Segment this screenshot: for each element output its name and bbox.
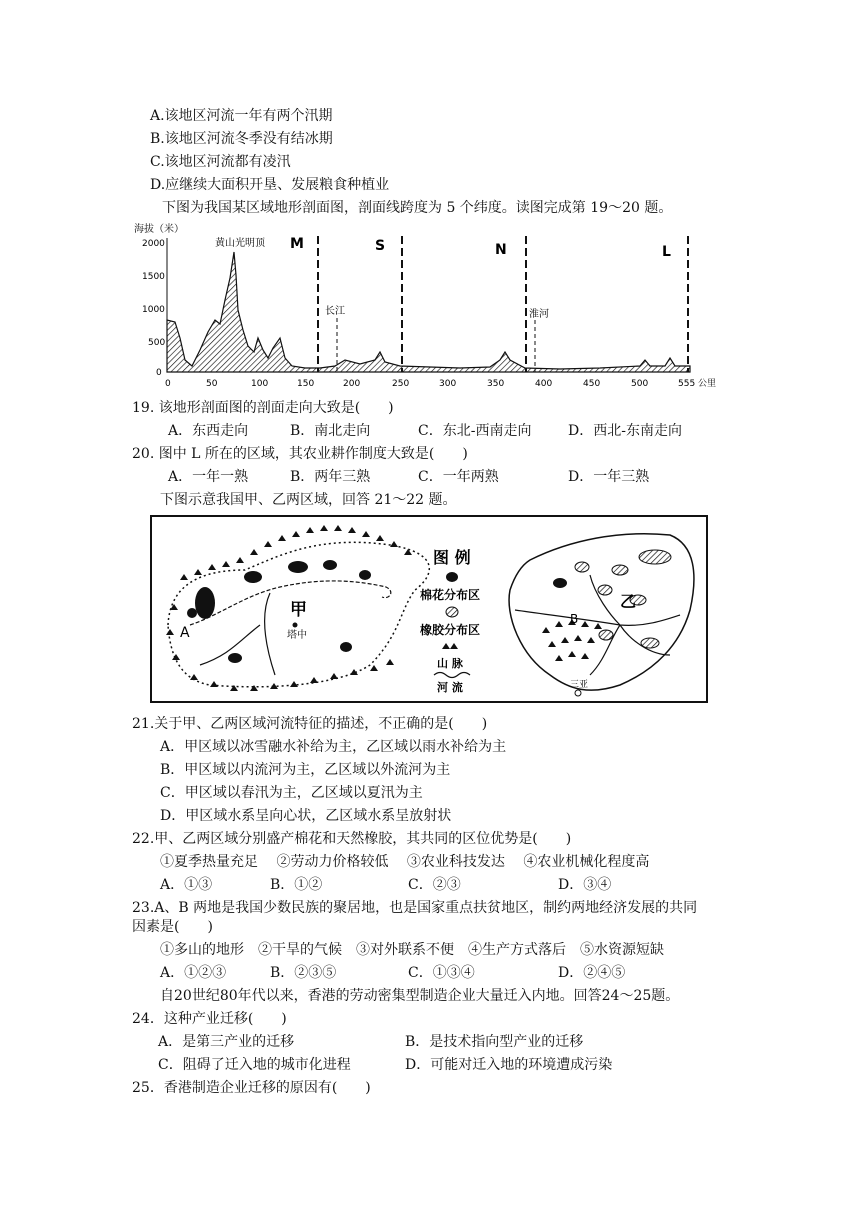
q22-option-d: D．③④ (558, 877, 612, 893)
q23-option-b: B．②③⑤ (270, 965, 337, 981)
zone-label-n: N (495, 242, 507, 258)
q19-option-c: C．东北-西南走向 (418, 423, 532, 439)
map-label-jia: 甲 (290, 600, 307, 620)
q24-option-d: D．可能对迁入地的环境遭成污染 (405, 1057, 613, 1073)
terrain-area (167, 252, 690, 372)
map-label-b: B (570, 612, 579, 626)
river-label-changjiang: 长江 (325, 306, 345, 317)
legend-mountain: 山 脉 (437, 657, 463, 670)
x-tick-200: 200 (343, 379, 361, 389)
q22-option-a: A．①③ (160, 877, 213, 893)
q21-option-a: A．甲区域以冰雪融水补给为主，乙区域以雨水补给为主 (160, 739, 507, 755)
y-tick-500: 500 (148, 338, 166, 348)
x-tick-350: 350 (487, 379, 505, 389)
q21-option-c: C．甲区域以春汛为主，乙区域以夏汛为主 (160, 785, 423, 801)
q25-stem: 25．香港制造企业迁移的原因有( ) (132, 1080, 371, 1096)
x-tick-250: 250 (392, 379, 410, 389)
intro-24-25: 自20世纪80年代以来，香港的劳动密集型制造企业大量迁入内地。回答24～25题。 (160, 988, 680, 1004)
q20-stem: 20. 图中 L 所在的区域，其农业耕作制度大致是( ) (132, 446, 468, 462)
zone-label-s: S (375, 238, 386, 254)
map-label-a: A (180, 625, 190, 641)
y-tick-1500: 1500 (142, 272, 165, 282)
q23-items: ①多山的地形 ②干旱的气候 ③对外联系不便 ④生产方式落后 ⑤水资源短缺 (160, 942, 664, 958)
x-tick-0: 0 (165, 379, 171, 389)
x-tick-100: 100 (251, 379, 269, 389)
q23-option-a: A．①②③ (160, 965, 227, 981)
q21-option-d: D．甲区域水系呈向心状，乙区域水系呈放射状 (160, 808, 452, 824)
y-tick-2000: 2000 (142, 239, 165, 249)
map-label-tarim: 塔中 (287, 630, 307, 641)
legend-river: 河 流 (437, 681, 463, 694)
zone-label-l: L (662, 244, 671, 260)
y-tick-0: 0 (156, 368, 162, 378)
q20-option-d: D．一年三熟 (568, 469, 650, 485)
q22-items: ①夏季热量充足 ②劳动力价格较低 ③农业科技发达 ④农业机械化程度高 (160, 854, 650, 870)
x-tick-150: 150 (297, 379, 315, 389)
zone-label-m: M (290, 236, 304, 252)
prev-option-c: C.该地区河流都有凌汛 (150, 154, 291, 170)
q19-option-a: A．东西走向 (168, 423, 249, 439)
peak-label: 黄山光明顶 (215, 238, 265, 249)
q22-option-b: B．①② (270, 877, 323, 893)
q19-option-d: D．西北-东南走向 (568, 423, 682, 439)
intro-21-22: 下图示意我国甲、乙两区域，回答 21～22 题。 (160, 492, 457, 508)
map-label-sanya: 三亚 (570, 680, 589, 690)
prev-option-a: A.该地区河流一年有两个汛期 (150, 108, 333, 124)
x-tick-400: 400 (535, 379, 553, 389)
regions-map-figure (150, 515, 710, 705)
q20-option-c: C．一年两熟 (418, 469, 499, 485)
x-tick-555: 555 公里 (678, 379, 717, 389)
x-tick-50: 50 (206, 379, 218, 389)
terrain-profile-figure (130, 220, 720, 390)
q24-stem: 24．这种产业迁移( ) (132, 1011, 287, 1027)
q21-stem: 21.关于甲、乙两区域河流特征的描述，不正确的是( ) (132, 716, 488, 732)
y-axis-title: 海拔（米） (134, 224, 184, 235)
x-tick-450: 450 (583, 379, 601, 389)
q24-option-c: C．阻碍了迁入地的城市化进程 (158, 1057, 351, 1073)
q24-option-b: B．是技术指向型产业的迁移 (405, 1034, 584, 1050)
prev-option-d: D.应继续大面积开垦、发展粮食种植业 (150, 177, 390, 193)
river-label-huaihe: 淮河 (529, 309, 549, 320)
legend-title: 图 例 (433, 548, 471, 567)
intro-19-20: 下图为我国某区域地形剖面图，剖面线跨度为 5 个纬度。读图完成第 19～20 题。 (162, 200, 673, 216)
q23-stem-line2: 因素是( ) (132, 919, 213, 935)
prev-option-b: B.该地区河流冬季没有结冰期 (150, 131, 333, 147)
legend-rubber: 橡胶分布区 (420, 623, 481, 637)
q23-stem-line1: 23.A、B 两地是我国少数民族的聚居地，也是国家重点扶贫地区，制约两地经济发展的共同 (132, 900, 698, 916)
q21-option-b: B．甲区域以内流河为主，乙区域以外流河为主 (160, 762, 451, 778)
map-label-yi: 乙 (620, 592, 637, 611)
q22-option-c: C．②③ (408, 877, 461, 893)
x-tick-300: 300 (439, 379, 457, 389)
q19-stem: 19. 该地形剖面图的剖面走向大致是( ) (132, 400, 394, 416)
y-tick-1000: 1000 (142, 305, 165, 315)
q20-option-b: B．两年三熟 (290, 469, 371, 485)
x-tick-500: 500 (631, 379, 649, 389)
q23-option-c: C．①③④ (408, 965, 475, 981)
q22-stem: 22.甲、乙两区域分别盛产棉花和天然橡胶，其共同的区位优势是( ) (132, 831, 572, 847)
legend-cotton: 棉花分布区 (420, 588, 481, 602)
q24-option-a: A．是第三产业的迁移 (158, 1034, 295, 1050)
q23-option-d: D．②④⑤ (558, 965, 626, 981)
q20-option-a: A．一年一熟 (168, 469, 249, 485)
q19-option-b: B．南北走向 (290, 423, 371, 439)
